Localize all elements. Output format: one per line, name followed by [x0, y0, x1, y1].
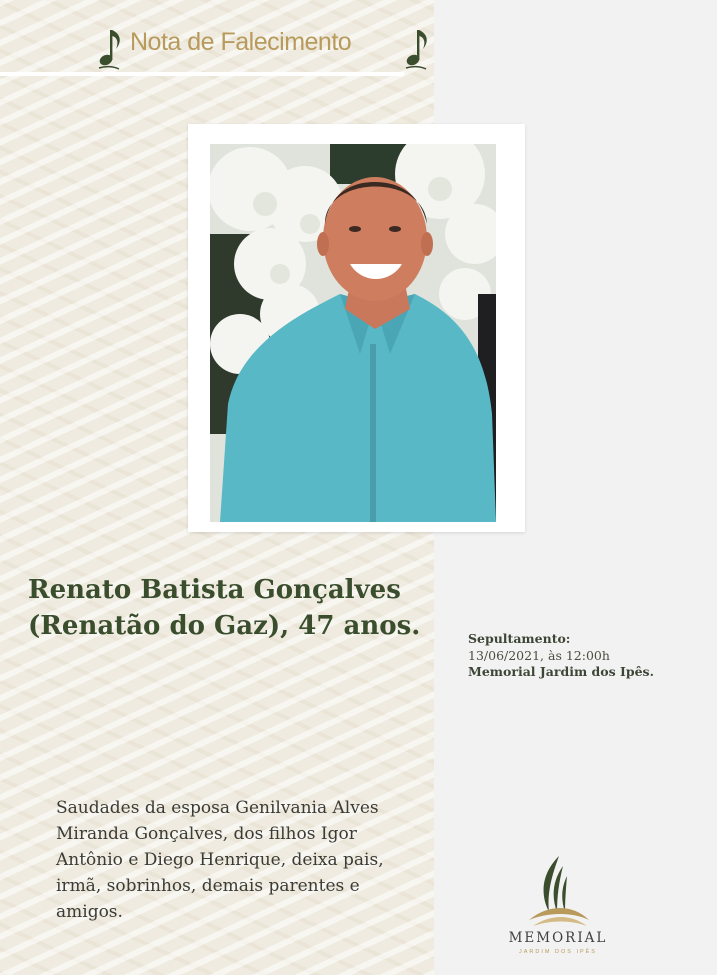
burial-location: Memorial Jardim dos Ipês. [468, 664, 654, 679]
burial-label: Sepultamento: [468, 631, 571, 646]
deceased-name: Renato Batista Gonçalves (Renatão do Gaz), 47 anos. [28, 575, 421, 641]
music-note-icon [402, 22, 432, 72]
photo-frame [188, 124, 525, 532]
burial-datetime: 13/06/2021, às 12:00h [468, 647, 610, 663]
burial-info [468, 631, 708, 681]
header [95, 22, 440, 72]
logo-name: MEMORIAL [508, 930, 608, 946]
music-note-icon [95, 22, 125, 72]
logo-subtitle: JARDIM DOS IPÊS [519, 949, 597, 955]
memorial-logo [493, 852, 623, 962]
page-title: Nota de Falecimento [130, 28, 352, 56]
header-divider [0, 72, 404, 76]
leaf-emblem-icon [493, 852, 623, 930]
portrait-photo [210, 144, 496, 522]
condolence-message: Saudades da esposa Genilvania Alves Miranda Gonçalves, dos filhos Igor Antônio e Diego Henrique, deixa pais, irmã, sobrinhos, demais parentes e amigos. [56, 798, 384, 922]
